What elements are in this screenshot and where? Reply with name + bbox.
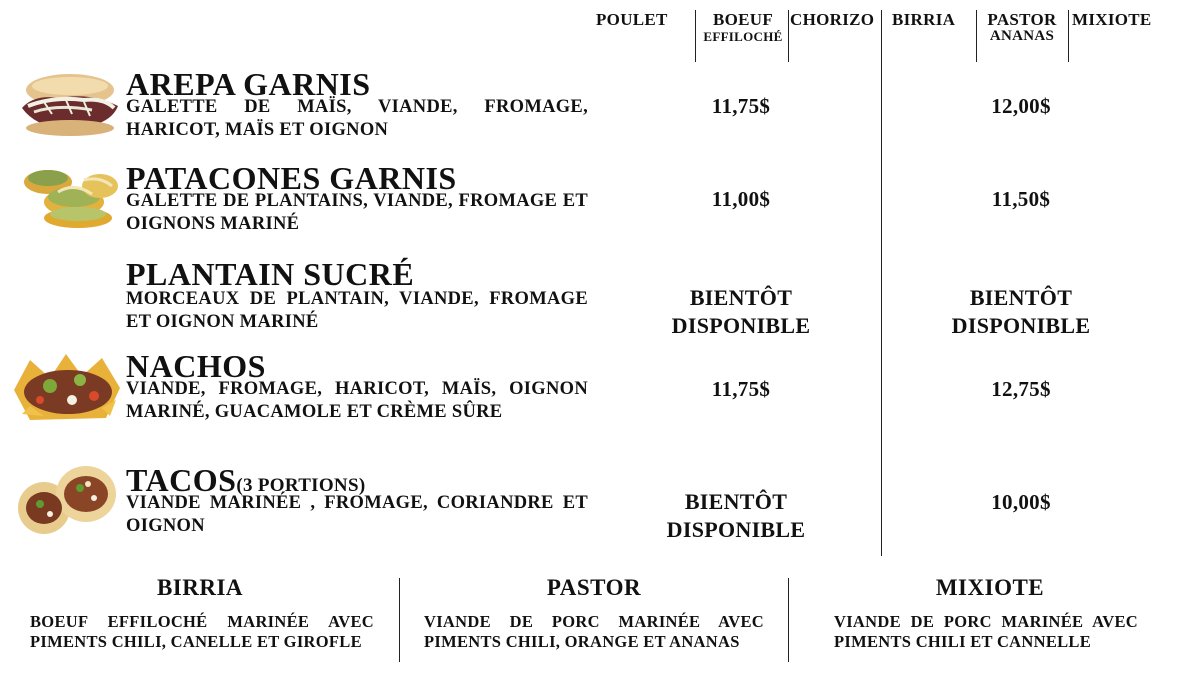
price-group2: 12,00$ [991,94,1051,118]
patacones-photo [14,162,122,234]
column-divider [695,10,696,62]
availability-line: BIENTÔT [969,285,1073,310]
column-boeuf [698,10,788,44]
price-group1: 11,75$ [711,94,771,118]
column-pastor-sub: ANANAS [989,28,1055,44]
price-group2: 10,00$ [991,490,1051,514]
column-poulet: POULET [596,10,668,29]
price-group2: 12,75$ [991,377,1051,401]
item-description: GALETTE DE PLANTAINS, VIANDE, FROMAGE ET OIGNONS MARINÉ [126,191,588,234]
availability-line: DISPONIBLE [951,313,1091,338]
item-description: GALETTE DE MAÏS, VIANDE, FROMAGE, HARICOT, MAÏS ET OIGNON [126,97,588,140]
item-title: NACHOS [126,348,266,384]
availability-line: BIENTÔT [689,285,793,310]
column-pastor [978,10,1066,44]
availability-group1 [636,488,836,544]
column-birria: BIRRIA [892,10,956,29]
footer-title: MIXIOTE [935,575,1045,600]
column-boeuf-label: BOEUF [712,10,774,29]
footer-title: BIRRIA [156,575,244,600]
footer-description: BOEUF EFFILOCHÉ MARINÉE AVEC PIMENTS CHILI, CANELLE ET GIROFLE [30,612,374,651]
tacos-photo [10,458,124,542]
column-mixiote: MIXIOTE [1072,10,1152,29]
footer-divider [399,578,400,662]
item-description: MORCEAUX DE PLANTAIN, VIANDE, FROMAGE ET OIGNON MARINÉ [126,289,588,332]
item-title: PATACONES GARNIS [126,160,457,196]
column-divider [1068,10,1069,62]
column-divider [788,10,789,62]
footer-divider [788,578,789,662]
availability-line: BIENTÔT [684,489,788,514]
price-group1: 11,00$ [711,187,771,211]
item-title: PLANTAIN SUCRÉ [126,256,415,292]
column-pastor-label: PASTOR [987,10,1057,29]
column-chorizo: CHORIZO [790,10,875,29]
footer-title: PASTOR [546,575,642,600]
availability-line: DISPONIBLE [666,517,806,542]
availability-line: DISPONIBLE [671,313,811,338]
item-description: VIANDE MARINÉE , FROMAGE, CORIANDRE ET OIGNON [126,493,588,536]
column-divider [976,10,977,62]
footer-description: VIANDE DE PORC MARINÉE AVEC PIMENTS CHILI ET CANNELLE [834,612,1138,651]
footer-description: VIANDE DE PORC MARINÉE AVEC PIMENTS CHILI, ORANGE ET ANANAS [424,612,764,651]
column-boeuf-sub: EFFILOCHÉ [703,29,783,44]
availability-group2 [921,284,1121,340]
item-title-note: (3 PORTIONS) [236,475,366,496]
price-group1: 11,75$ [711,377,771,401]
item-description: VIANDE, FROMAGE, HARICOT, MAÏS, OIGNON MARINÉ, GUACAMOLE ET CRÈME SÛRE [126,379,588,422]
arepa-photo [14,68,122,140]
item-title: AREPA GARNIS [126,66,371,102]
price-group-divider [881,10,882,556]
price-group2: 11,50$ [991,187,1051,211]
availability-group1 [641,284,841,340]
nachos-photo [10,350,124,424]
item-title-text: TACOS [126,462,237,498]
